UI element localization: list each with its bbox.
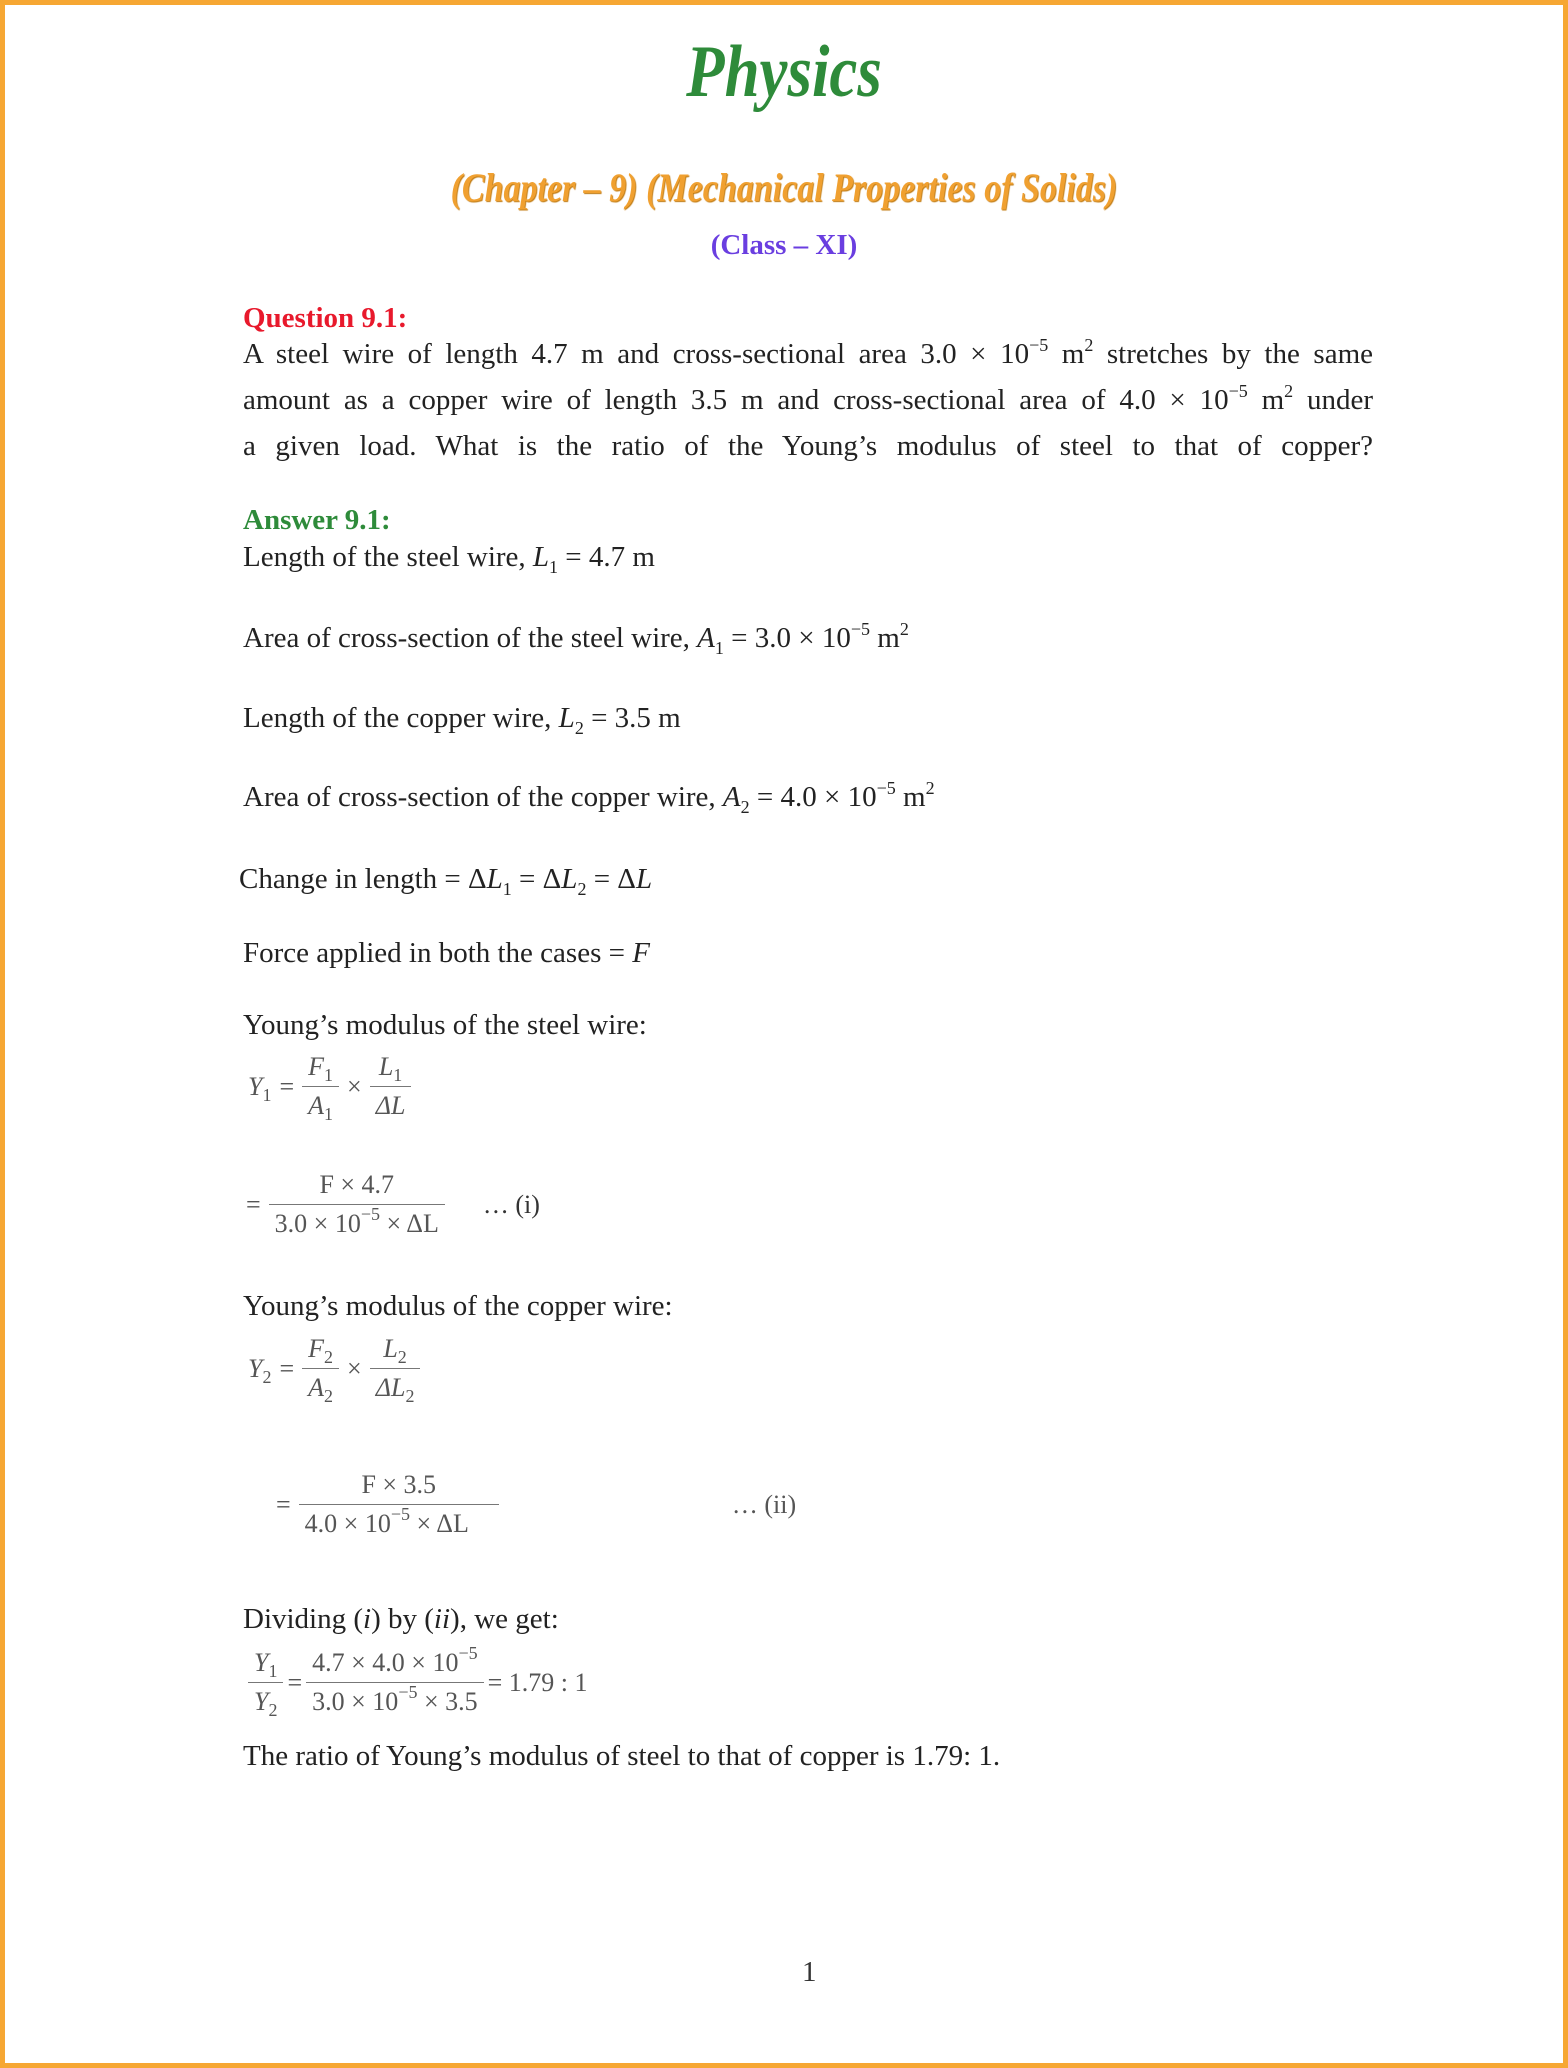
- question-line-3: a given load. What is the ratio of the Young’s modulus of steel to that of copper?: [243, 430, 1373, 462]
- equation-ii: = $\frac{F \times 3.5}{4.0 \times 10^{-5} \times \Delta L}$ … (ii): [276, 1470, 797, 1538]
- question-line-2: amount as a copper wire of length 3.5 m and cross-sectional area of $4.0 \times 10^{-5}$ $m^2$ under: [243, 381, 1373, 416]
- equation-ratio: $\frac{Y_1}{Y_2}$ = $\frac{4.7 \times 4.0 \times 10^{-5}}{3.0 \times 10^{-5} \times 3.5}$ = 1.79 : 1: [248, 1648, 588, 1717]
- copper-area: Area of cross-section of the copper wire, $A_2 = 4.0 \times 10^{-5}$ $m^2$: [243, 778, 935, 817]
- steel-area: Area of cross-section of the steel wire, $A_1 = 3.0 \times 10^{-5}$ $m^2$: [243, 619, 909, 658]
- equation-tag-ii: … (ii): [731, 1489, 797, 1519]
- equation-y1: $Y_1$ = $\frac{F_1}{A_1}$ × $\frac{L_1}{\Delta L}$: [248, 1052, 411, 1121]
- chapter-subtitle: (Chapter – 9) (Mechanical Properties of Solids): [450, 165, 1118, 210]
- copper-length: Length of the copper wire, $L_2 = 3.5$ m: [243, 702, 681, 738]
- equation-tag-i: … (i): [482, 1189, 540, 1219]
- change-in-length: Change in length = $\Delta L_1 = \Delta L_2 = \Delta L$: [239, 863, 653, 899]
- conclusion: The ratio of Young’s modulus of steel to that of copper is 1.79: 1.: [243, 1740, 1001, 1772]
- class-label: (Class – XI): [710, 229, 858, 261]
- steel-length: Length of the steel wire, $L_1 = 4.7$ m: [243, 541, 655, 577]
- equation-i: = $\frac{F \times 4.7}{3.0 \times 10^{-5} \times \Delta L}$ … (i): [246, 1170, 540, 1238]
- steel-modulus-heading: Young’s modulus of the steel wire:: [243, 1009, 647, 1041]
- equation-y2: $Y_2$ = $\frac{F_2}{A_2}$ × $\frac{L_2}{\Delta L_2}$: [248, 1334, 420, 1403]
- dividing-text: Dividing (i) by (ii), we get:: [243, 1603, 559, 1635]
- copper-modulus-heading: Young’s modulus of the copper wire:: [243, 1290, 673, 1322]
- question-line-1: A steel wire of length 4.7 m and cross-sectional area $3.0 \times 10^{-5}$ $m^2$ stretches by the same: [243, 335, 1373, 370]
- page-title: Physics: [686, 31, 882, 113]
- force-applied: Force applied in both the cases = F: [243, 937, 650, 969]
- question-heading: Question 9.1:: [243, 302, 408, 334]
- page-number: 1: [802, 1956, 817, 1988]
- answer-heading: Answer 9.1:: [243, 504, 391, 536]
